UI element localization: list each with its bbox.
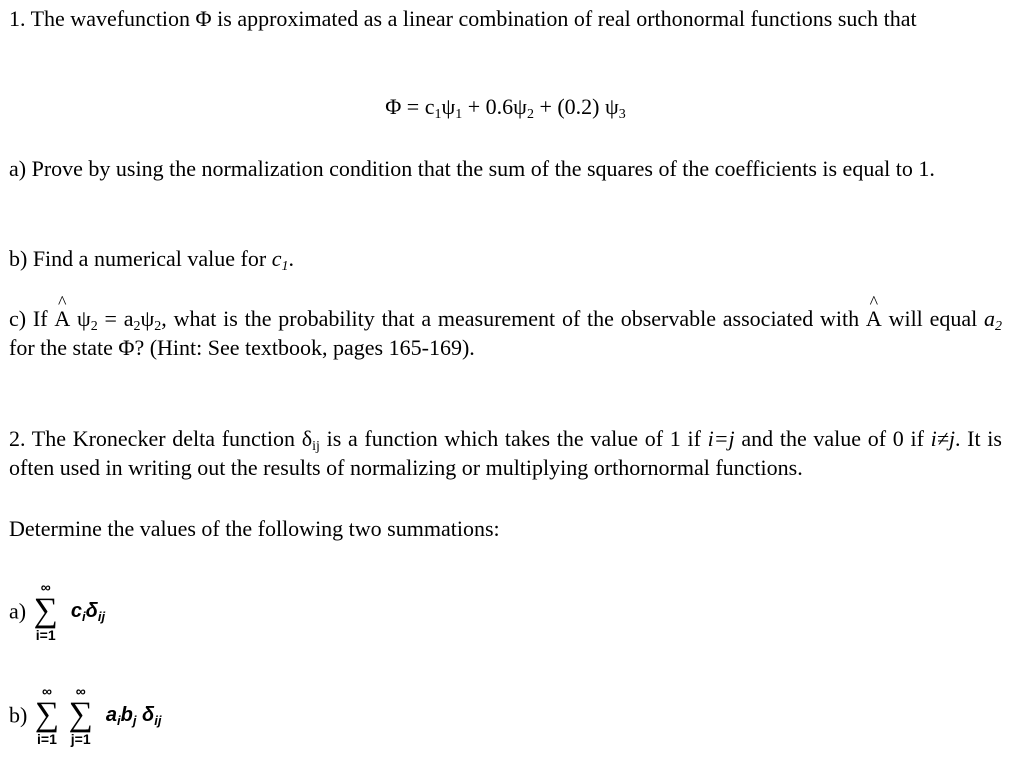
- operator-a-hat: ^ A: [866, 304, 882, 333]
- summation-b: [9, 684, 162, 746]
- part-c-text: , what is the probability that a measurement of the observable associated with: [161, 306, 866, 331]
- part-c-text: = a: [97, 306, 134, 331]
- q2-intro: [9, 424, 1002, 482]
- q2-text: and the value of 0 if: [734, 426, 931, 451]
- phi-symbol: Φ: [118, 335, 135, 360]
- q2-cond: i=j: [707, 426, 735, 451]
- part-c-var: a: [984, 306, 995, 331]
- q1-part-a: a) Prove by using the normalization condition that the sum of the squares of the coefficients is equal to 1.: [9, 156, 935, 181]
- q2-text: 2. The Kronecker delta function: [9, 426, 302, 451]
- q1-part-c: [9, 304, 1002, 362]
- part-c-sub: 2: [995, 319, 1002, 334]
- part-c-sub: 2: [90, 319, 98, 334]
- sum-lower-limit: j=1: [70, 731, 91, 747]
- delta-symbol: δ: [301, 426, 313, 451]
- term-sub: j: [132, 712, 137, 728]
- phi-symbol: Φ: [195, 6, 212, 31]
- summation-b-label: b): [9, 702, 28, 728]
- term-b: b: [120, 703, 133, 726]
- part-b-end: .: [288, 246, 294, 271]
- q2-determine: Determine the values of the following two summations:: [9, 516, 500, 541]
- sigma-symbol: ∑: [68, 696, 93, 733]
- sum-lower-limit: i=1: [35, 627, 56, 643]
- q2-text: is a function which takes the value of 1 if: [319, 426, 708, 451]
- summation-a-term: [65, 600, 105, 622]
- sigma-symbol: ∑: [33, 592, 58, 629]
- sigma-a: [34, 580, 58, 642]
- q1-intro-text: 1. The wavefunction: [9, 6, 196, 31]
- wavefunction-equation: [9, 92, 1002, 121]
- q2-cond: i≠j: [930, 426, 955, 451]
- part-c-text: ψ: [70, 306, 91, 331]
- eq-psi: ψ: [441, 94, 456, 119]
- sigma-symbol: ∑: [34, 696, 60, 733]
- summation-b-term: [100, 704, 161, 726]
- eq-term: + 0.6ψ: [462, 94, 527, 119]
- term-sub: i: [82, 608, 86, 624]
- eq-sub: 1: [434, 107, 442, 122]
- term-delta: δ: [142, 703, 155, 726]
- part-c-text: will equal: [881, 306, 984, 331]
- eq-term: + (0.2) ψ: [533, 94, 619, 119]
- term-a: a: [105, 703, 118, 726]
- delta-sub: ij: [312, 439, 320, 454]
- part-c-text: ψ: [140, 306, 155, 331]
- q1-intro-text-cont: is approximated as a linear combination of real orthonormal functions such that: [211, 6, 917, 31]
- part-b-var: c: [271, 246, 282, 271]
- q2-text: . It is often used in writing out the results of normalizing or multiplying orthornormal functions.: [9, 426, 1002, 480]
- sigma-b-j: [69, 684, 93, 746]
- part-c-text: for the state: [9, 335, 119, 360]
- summation-a-label: a): [9, 598, 27, 624]
- sigma-b-i: [35, 684, 59, 746]
- eq-sub: 2: [526, 107, 534, 122]
- term-sub: i: [117, 712, 121, 728]
- q1-part-b: [9, 244, 1002, 273]
- part-b-text: b) Find a numerical value for: [9, 246, 272, 271]
- part-c-text: ? (Hint: See textbook, pages 165-169).: [134, 335, 475, 360]
- q1-intro: [9, 4, 1002, 33]
- sum-lower-limit: i=1: [37, 731, 57, 747]
- sum-upper-limit: ∞: [41, 683, 52, 699]
- part-c-sub: 2: [133, 319, 141, 334]
- eq-sub: 3: [618, 107, 626, 122]
- part-b-sub: 1: [281, 259, 289, 274]
- term-sub: ij: [154, 712, 162, 728]
- summation-a: [9, 580, 105, 642]
- part-c-text: c) If: [9, 306, 55, 331]
- eq-lhs: Φ = c: [385, 94, 435, 119]
- sum-upper-limit: ∞: [40, 579, 51, 595]
- term-delta: δ: [85, 599, 98, 622]
- sum-upper-limit: ∞: [75, 683, 86, 699]
- eq-sub: 1: [455, 107, 463, 122]
- part-c-sub: 2: [154, 319, 162, 334]
- term-sub: ij: [97, 608, 106, 624]
- operator-a-hat: ^ A: [54, 304, 70, 333]
- term-c: c: [70, 599, 83, 622]
